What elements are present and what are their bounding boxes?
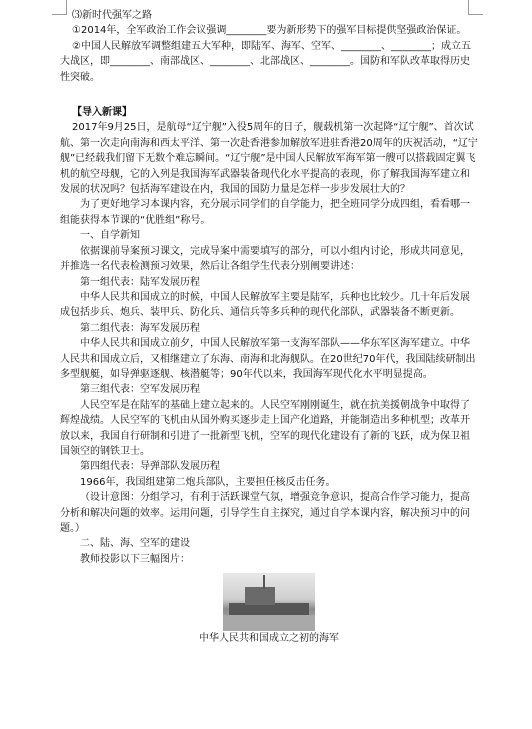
group2-text: 中华人民共和国成立前夕，中国人民解放军第一支海军部队——华东军区海军建立。中华人民共和国成立后，又相继建立了东海、南海和北海舰队。在20世纪70年代，我国陆续研制出多型舰艇，如导弹驱逐舰、核潜艇等；90年代以来，我国海军现代化水平明显提高。 <box>60 338 476 380</box>
fill-in-item-2: ②中国人民解放军调整组建五大军种，即陆军、海军、空军、________、________；成立五大战区，即________、南部战区、________、北部战区、________。国防和军队改革取得历史性突破。 <box>60 40 471 83</box>
intro-paragraph: 2017年9月25日，是航母“辽宁舰”入役5周年的日子，舰载机第一次起降“辽宁舰”、首次试航、第一次走向南海和西太平洋、第一次赴香港参加解放军进驻香港20周年的庆祝活动，“辽宁舰”已经载我们留下无数个难忘瞬间。“辽宁舰”是中国人民解放军海军第一艘可以搭载固定翼飞机的航空母舰，它的入列是我国海军武器装备现代化水平提高的表现，你了解我国海军建立和发展的状况吗？包括海军建设在内，我国的国防力量是怎样一步步发展壮大的？ <box>60 122 478 196</box>
fill-in-item-1: ①2014年，全军政治工作会议强调________要为新形势下的强军目标提供坚强政治保证。 <box>72 25 467 37</box>
part2-paragraph: 教师投影以下三幅图片： <box>80 553 190 565</box>
group4-title: 第四组代表：导弹部队发展历程 <box>80 461 220 473</box>
group2-title: 第二组代表：海军发展历程 <box>80 322 200 334</box>
navy-ship-photo <box>223 573 315 631</box>
intro-heading: 【导入新课】 <box>72 107 132 119</box>
group1-text: 中华人民共和国成立的时候，中国人民解放军主要是陆军，兵种也比较少。几十年后发展成包括步兵、炮兵、装甲兵、防化兵、通信兵等多兵种的现代化部队，武器装备不断更新。 <box>60 291 470 319</box>
navy-figure <box>60 573 478 646</box>
group3-text: 人民空军是在陆军的基础上建立起来的。人民空军刚刚诞生，就在抗美援朝战争中取得了辉煌战绩。人民空军的飞机由从国外购买逐步走上国产化道路，并能制造出多种机型；改革开放以来，我国自行研制和引进了一批新型飞机，空军的现代化建设有了新的飞跃，成为保卫祖国领空的钢铁卫士。 <box>60 399 470 457</box>
group4-text: 1966年，我国组建第二炮兵部队，主要担任核反击任务。 <box>80 476 336 488</box>
design-intent-note: （设计意图：分组学习，有利于活跃课堂气氛，增强竞争意识，提高合作学习能力，提高分析和解决问题的效率。运用问题，引导学生自主探究，通过自学本课内容，解决预习中的问题。） <box>60 492 470 534</box>
figure-caption: 中华人民共和国成立之初的海军 <box>199 633 339 645</box>
intro-paragraph-2: 为了更好地学习本课内容，充分展示同学们的自学能力，把全班同学分成四组，看看哪一组能获得本节课的“优胜组”称号。 <box>60 199 470 226</box>
document-body <box>60 8 478 647</box>
part1-paragraph: 依据课前导案预习课文，完成导案中需要填写的部分，可以小组内讨论，形成共同意见，并推选一名代表检测预习效果，然后让各组学生代表分别阐要讲述： <box>60 245 470 273</box>
part2-title: 二、陆、海、空军的建设 <box>80 538 190 550</box>
group3-title: 第三组代表：空军发展历程 <box>80 384 200 396</box>
section-title: ⑶新时代强军之路 <box>72 10 152 21</box>
part1-title: 一、自学新知 <box>80 230 140 242</box>
group1-title: 第一组代表：陆军发展历程 <box>80 276 200 288</box>
